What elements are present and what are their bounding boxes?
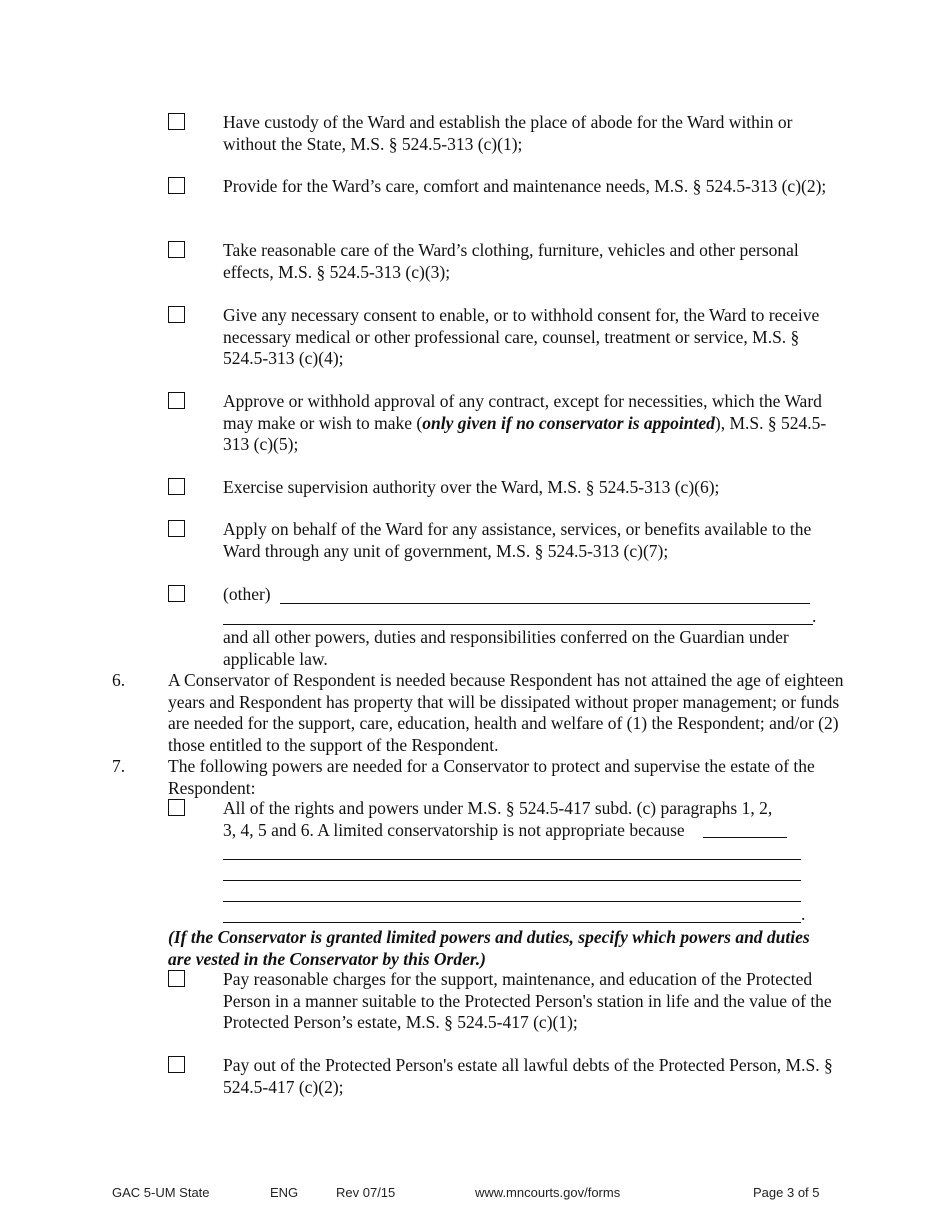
checkbox[interactable] (168, 306, 185, 323)
checkbox[interactable] (168, 970, 185, 987)
checkbox[interactable] (168, 177, 185, 194)
item-number-6: 6. (112, 670, 126, 690)
other-input-line-2[interactable] (223, 624, 813, 625)
footer-revision: Rev 07/15 (336, 1185, 396, 1200)
item-text: Pay reasonable charges for the support, maintenance, and education of the Protected Person in a manner suitable to the Protected Person's station in life and the value of the Protected Person’s estate, M.S. § 524.5-417 (c)(1); (223, 969, 832, 1032)
item-7-text: The following powers are needed for a Conservator to protect and supervise the estate of the Respondent: (168, 756, 815, 798)
item-text-part: Approve or withhold approval of any contract, except for necessities, which the Ward may make or wish to make ( (223, 391, 822, 433)
item-text-emphasis: only given if no conservator is appointed (422, 412, 715, 433)
item-number-7: 7. (112, 756, 126, 776)
checkbox[interactable] (168, 478, 185, 495)
item-text: Take reasonable care of the Ward’s clothing, furniture, vehicles and other personal effects, M.S. § 524.5-313 (c)(3); (223, 240, 799, 282)
reason-input-line-2[interactable] (223, 880, 801, 881)
footer-form-id: GAC 5-UM State (112, 1185, 210, 1200)
footer-page-number: Page 3 of 5 (753, 1185, 820, 1200)
item-text (223, 391, 848, 456)
limited-powers-note: (If the Conservator is granted limited powers and duties, specify which powers and duties are vested in the Conservator by this Order.) (168, 927, 810, 969)
checkbox[interactable] (168, 799, 185, 816)
line-period: . (812, 606, 817, 626)
checkbox[interactable] (168, 585, 185, 602)
checkbox[interactable] (168, 241, 185, 258)
item-text: Pay out of the Protected Person's estate all lawful debts of the Protected Person, M.S. § 524.5-417 (c)(2); (223, 1055, 833, 1097)
item-text-part: ), M.S. § 524.5-313 (c)(5); (223, 412, 827, 454)
checkbox[interactable] (168, 392, 185, 409)
item-text: Apply on behalf of the Ward for any assistance, services, or benefits available to the Ward through any unit of government, M.S. § 524.5-313 (c)(7); (223, 519, 812, 561)
checkbox[interactable] (168, 520, 185, 537)
reason-input-line-3[interactable] (223, 901, 801, 902)
item-text: Provide for the Ward’s care, comfort and maintenance needs, M.S. § 524.5-313 (c)(2); (223, 176, 827, 196)
item-label: (other) (223, 584, 271, 604)
all-other-powers: and all other powers, duties and responsibilities conferred on the Guardian under applicable law. (223, 627, 789, 669)
checkbox[interactable] (168, 113, 185, 130)
item-text: All of the rights and powers under M.S. § 524.5-417 subd. (c) paragraphs 1, 2, 3, 4, 5 and 6. A limited conservatorship is not appropriate because (223, 798, 773, 840)
item-text: Have custody of the Ward and establish the place of abode for the Ward within or without the State, M.S. § 524.5-313 (c)(1); (223, 112, 793, 154)
other-input-line-1[interactable] (280, 603, 810, 604)
reason-input-line-1[interactable] (223, 859, 801, 860)
line-period: . (801, 904, 806, 924)
reason-input-line-0[interactable] (703, 837, 787, 838)
footer-url[interactable]: www.mncourts.gov/forms (475, 1185, 621, 1200)
item-text: Give any necessary consent to enable, or to withhold consent for, the Ward to receive necessary medical or other professional care, counsel, treatment or service, M.S. § 524.5-313 (c)(4); (223, 305, 820, 368)
item-6-text: A Conservator of Respondent is needed because Respondent has not attained the age of eighteen years and Respondent has property that will be dissipated without proper management; or funds are needed for the support, care, education, health and welfare of (1) the Respondent; and/or (2) those entitled to the support of the Respondent. (168, 670, 844, 755)
item-text: Exercise supervision authority over the Ward, M.S. § 524.5-313 (c)(6); (223, 477, 720, 497)
reason-input-line-4[interactable] (223, 922, 801, 923)
checkbox[interactable] (168, 1056, 185, 1073)
footer-language: ENG (270, 1185, 299, 1200)
